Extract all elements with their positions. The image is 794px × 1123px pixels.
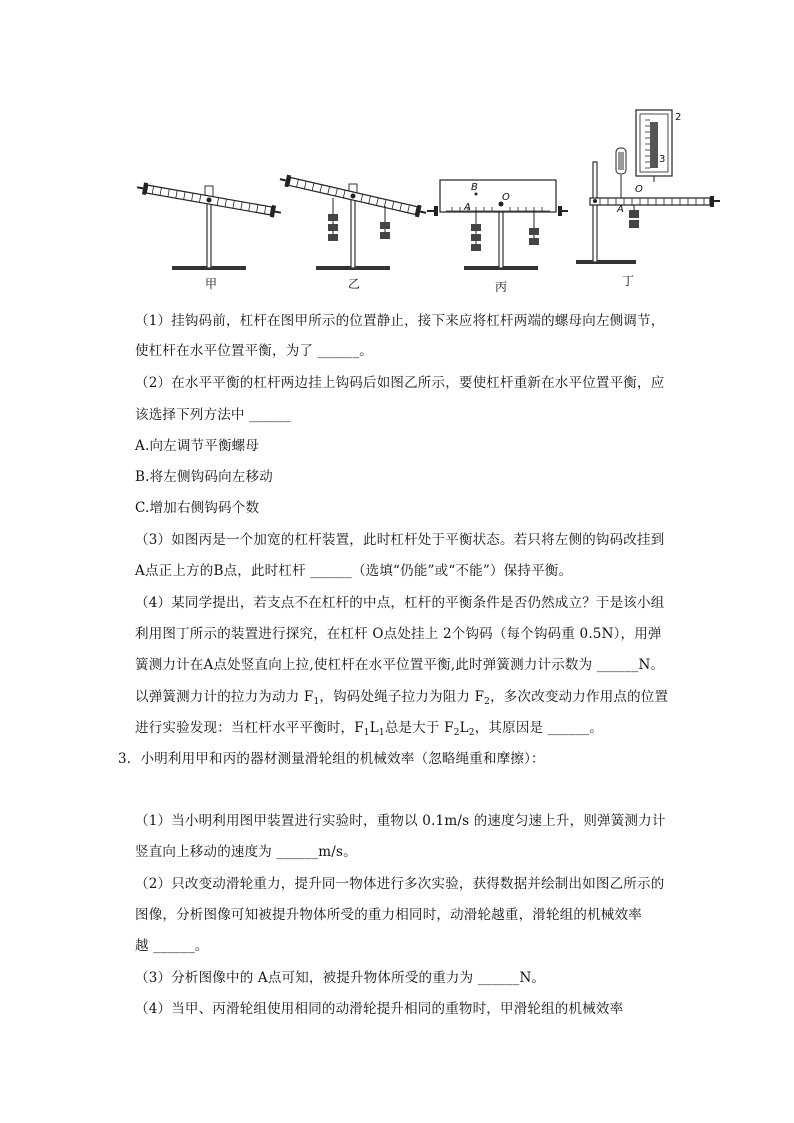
lever-figures (130, 100, 720, 300)
caption-jia: 甲 (205, 277, 218, 291)
figure-jia (136, 181, 282, 270)
q3-p4-line1: （4）当甲、丙滑轮组使用相同的动滑轮提升相同的重物时，甲滑轮组的机械效率 (135, 1001, 624, 1017)
figure-bing (427, 180, 568, 270)
lever-apparatus-drawings (130, 100, 720, 300)
q2-option-c: C.增加右侧钩码个数 (135, 500, 260, 516)
point-a-label-ding: A (617, 204, 624, 215)
q2-p2-line1: （2）在水平平衡的杠杆两边挂上钩码后如图乙所示，要使杠杆重新在水平位置平衡，应 (135, 375, 665, 391)
point-o-label-ding: O (635, 184, 643, 195)
q2-p4-line4: 以弹簧测力计的拉力为动力 $F_1$，钩码处绳子拉力为阻力 $F_2$，多次改变动力作用点的位置 (135, 689, 669, 707)
point-a-label-bing: A (464, 202, 471, 213)
q2-p3-line2: A点正上方的B点，此时杠杆 ______（选填“仍能”或“不能”）保持平衡。 (135, 563, 573, 579)
q2-p4-line5: 进行实验发现：当杠杆水平平衡时，$F_1L_1$总是大于 $F_2L_2$，其原因是 ______。 (135, 720, 604, 738)
scale-tick-2: 2 (675, 112, 682, 123)
caption-yi: 乙 (348, 277, 361, 291)
scale-tick-3: 3 (659, 154, 666, 165)
q3-p2-line2: 图像，分析图像可知被提升物体所受的重力相同时，动滑轮越重，滑轮组的机械效率 (135, 907, 642, 923)
q3-p2-line3: 越 ______。 (135, 938, 209, 954)
q3-p1-line1: （1）当小明利用图甲装置进行实验时，重物以 0.1m/s 的速度匀速上升，则弹簧测力计 (135, 813, 666, 829)
q2-p4-line2: 利用图丁所示的装置进行探究，在杠杆 O点处挂上 2个钩码（每个钩码重 0.5N），用弹 (135, 626, 662, 642)
point-o-label-bing: O (502, 192, 510, 203)
q2-p2-line2: 该选择下列方法中 ______ (135, 407, 291, 423)
q3-title: 3．小明利用甲和丙的器材测量滑轮组的机械效率（忽略绳重和摩擦）： (118, 751, 545, 767)
caption-bing: 丙 (495, 280, 508, 294)
q2-p4-line3: 簧测力计在A点处竖直向上拉,使杠杆在水平位置平衡,此时弹簧测力计示数为 ______N。 (135, 657, 665, 673)
q2-p3-line1: （3）如图丙是一个加宽的杠杆装置，此时杠杆处于平衡状态。若只将左侧的钩码改挂到 (135, 532, 665, 548)
caption-ding: 丁 (622, 274, 635, 288)
point-b-label: B (471, 182, 478, 193)
figure-ding (576, 110, 720, 264)
q2-p4-line1: （4）某同学提出，若支点不在杠杆的中点，杠杆的平衡条件是否仍然成立？于是该小组 (135, 595, 665, 611)
figure-yi (279, 173, 428, 270)
q2-p1-line2: 使杠杆在水平位置平衡，为了 ______。 (135, 343, 373, 359)
q2-p1-line1: （1）挂钩码前，杠杆在图甲所示的位置静止，接下来应将杠杆两端的螺母向左侧调节， (135, 313, 665, 329)
q2-option-b: B.将左侧钩码向左移动 (135, 469, 273, 485)
q3-p1-line2: 竖直向上移动的速度为 ______m/s。 (135, 844, 357, 860)
q3-p3-line1: （3）分析图像中的 A点可知，被提升物体所受的重力为 ______N。 (135, 970, 546, 986)
q3-p2-line1: （2）只改变动滑轮重力，提升同一物体进行多次实验，获得数据并绘制出如图乙所示的 (135, 876, 665, 892)
q2-option-a: A.向左调节平衡螺母 (135, 438, 260, 454)
